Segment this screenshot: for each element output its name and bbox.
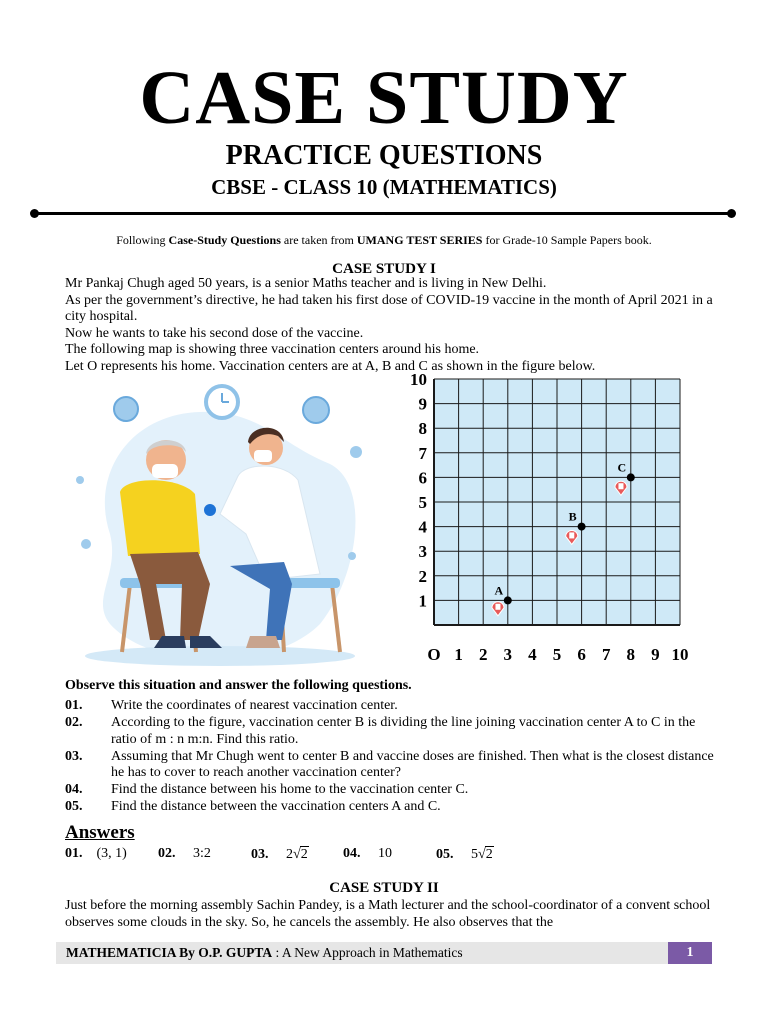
x-tick-label: 8 [626, 645, 636, 664]
answer-item [343, 846, 392, 862]
answer-item [65, 846, 127, 862]
y-tick-label: 2 [418, 566, 427, 586]
footer-brand: MATHEMATICIA By O.P. GUPTA [66, 945, 273, 960]
coordinate-grid-figure [392, 370, 712, 674]
intro-part1: Following [116, 233, 169, 247]
intro-line [0, 232, 768, 248]
cs1-line: Let O represents his home. Vaccination centers are at A, B and C as shown in the figure below. [65, 358, 596, 374]
question-item [65, 698, 715, 715]
data-point [504, 596, 512, 604]
x-tick-label: 3 [503, 645, 513, 664]
y-tick-label: 4 [418, 517, 427, 537]
answer-radicand: 2 [300, 847, 308, 862]
case-study-2-text: Just before the morning assembly Sachin Pandey, is a Math lecturer and the school-coordinator of a convent school observes some clouds in the sky. So, he cancels the assembly. He also observes that the [65, 898, 711, 930]
floor-shadow [85, 646, 355, 666]
footer-tagline: : A New Approach in Mathematics [272, 945, 463, 960]
x-tick-label: 4 [528, 645, 537, 664]
question-text: Assuming that Mr Chugh went to center B and vaccine doses are finished. Then what is the closest distance he has to cover to reach another vaccination center? [111, 748, 714, 780]
cs1-line: Mr Pankaj Chugh aged 50 years, is a senior Maths teacher and is living in New Delhi. [65, 276, 547, 291]
case-study-2-heading: CASE STUDY II [329, 880, 439, 896]
answer-number: 03. [251, 847, 269, 862]
y-tick-label: 8 [418, 419, 427, 439]
y-tick-label: 1 [418, 591, 427, 611]
cs1-line: Now he wants to take his second dose of the vaccine. [65, 325, 364, 341]
answer-number: 05. [436, 847, 454, 862]
y-tick-label: 5 [418, 493, 427, 512]
x-tick-label: O [427, 645, 441, 664]
divider-dot-right [727, 209, 736, 218]
question-list [65, 698, 715, 816]
question-item [65, 715, 715, 748]
question-text: Find the distance between his home to the vaccination center C. [111, 782, 469, 797]
question-text: Write the coordinates of nearest vaccination center. [111, 698, 398, 713]
question-number: 04. [65, 782, 83, 797]
x-tick-label: 6 [577, 645, 586, 664]
observe-instruction: Observe this situation and answer the following questions. [65, 678, 412, 693]
question-item [65, 799, 715, 816]
question-item [65, 749, 715, 782]
data-point-label: B [568, 509, 577, 524]
answer-number: 01. [65, 846, 83, 861]
answer-radicand: 2 [485, 847, 493, 862]
answer-item [158, 846, 211, 862]
page-title: CASE STUDY [139, 56, 629, 140]
x-tick-label: 10 [671, 645, 689, 664]
clock-icon [206, 386, 238, 418]
x-tick-label: 9 [651, 645, 660, 664]
page-subtitle-class: CBSE - CLASS 10 (MATHEMATICS) [211, 175, 557, 199]
intro-part2: are taken from [280, 233, 357, 247]
question-item [65, 782, 715, 799]
question-number: 02. [65, 715, 83, 730]
page-footer [56, 942, 712, 964]
vaccination-illustration [70, 384, 370, 668]
data-point [627, 473, 635, 481]
y-tick-label: 6 [418, 468, 427, 488]
answer-coef: 2 [286, 847, 293, 862]
hospital-mark [495, 604, 500, 610]
intro-bold1: Case-Study Questions [168, 233, 281, 247]
answer-value: (3, 1) [96, 846, 127, 861]
header-divider [34, 212, 732, 215]
data-point-label: A [494, 583, 504, 598]
answer-coef: 5 [471, 847, 478, 862]
answer-value: 10 [378, 846, 392, 861]
hospital-mark [618, 483, 623, 489]
divider-dot-left [30, 209, 39, 218]
answer-item: 05. 5√2 [436, 847, 493, 862]
grid-chart [392, 370, 712, 674]
y-tick-label: 10 [410, 370, 427, 389]
answer-number: 02. [158, 846, 176, 861]
page-number-badge: 1 [668, 942, 712, 964]
question-number: 05. [65, 799, 83, 814]
question-text: Find the distance between the vaccination centers A and C. [111, 799, 441, 814]
x-tick-label: 1 [454, 645, 463, 664]
answers-heading: Answers [65, 822, 135, 843]
case-study-1-text [65, 276, 715, 375]
answer-item: 03. 2√2 [251, 847, 308, 862]
cs1-line: As per the government’s directive, he had taken his first dose of COVID-19 vaccine in the month of April 2021 in a city hospital. [65, 292, 713, 324]
x-tick-label: 5 [552, 645, 562, 664]
page-subtitle: PRACTICE QUESTIONS [225, 140, 543, 171]
question-number: 03. [65, 748, 83, 764]
answer-value: 3:2 [193, 846, 211, 861]
answer-number: 04. [343, 846, 361, 861]
y-tick-label: 9 [418, 394, 427, 414]
x-tick-label: 2 [478, 645, 488, 664]
question-text: According to the figure, vaccination center B is dividing the line joining vaccination center A to C in the ratio of m : n m:n. Find this ratio. [111, 715, 696, 747]
data-point-label: C [617, 460, 627, 475]
hospital-mark [569, 532, 574, 538]
case-study-1-heading: CASE STUDY I [332, 261, 436, 277]
intro-bold2: UMANG TEST SERIES [356, 233, 483, 247]
x-tick-label: 7 [601, 645, 611, 664]
cs1-line: The following map is showing three vaccination centers around his home. [65, 342, 480, 357]
question-number: 01. [65, 698, 83, 713]
y-tick-label: 7 [418, 443, 427, 463]
intro-part3: for Grade-10 Sample Papers book. [482, 233, 652, 247]
footer-text [66, 945, 463, 961]
data-point [578, 523, 586, 531]
y-tick-label: 3 [418, 542, 427, 562]
